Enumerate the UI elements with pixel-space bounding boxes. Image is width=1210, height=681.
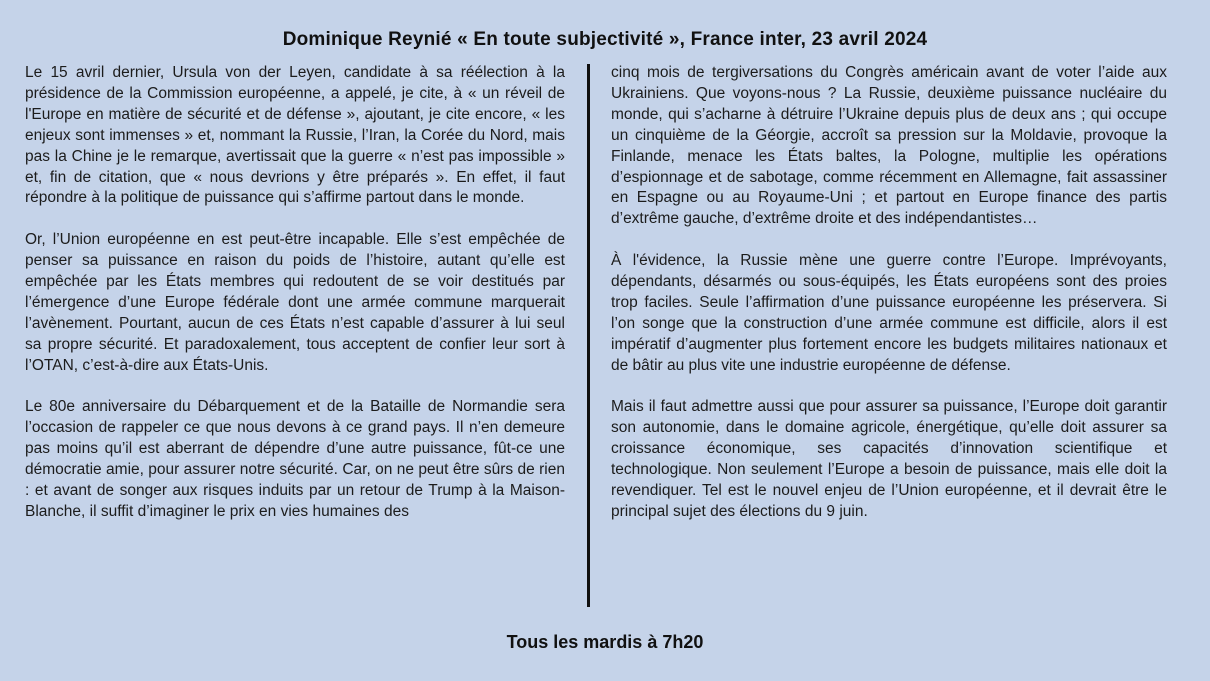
- paragraph: Le 15 avril dernier, Ursula von der Leyen, candidate à sa réélection à la présidence de la Commission européenne, a appelé, je cite, à « un réveil de l'Europe en matière de sécurité et de défense », ajoutant, je cite encore, « les enjeux sont immenses » et, nommant la Russie, l’Iran, la Corée du Nord, mais pas la Chine je le remarque, avertissait que la guerre « n’est pas impossible » et, fin de citation, que « nous devrions y être préparés ». En effet, il faut répondre à la politique de puissance qui s’affirme partout dans le monde.: [25, 64, 565, 207]
- paragraph: Le 80e anniversaire du Débarquement et de la Bataille de Normandie sera l’occasion de rappeler ce que nous devons à ce grand pays. Il n’en demeure pas moins qu’il est aberrant de dépendre d’une autre puissance, fût-ce une démocratie amie, pour assurer notre sécurité. Car, on ne peut être sûrs de rien : et avant de songer aux risques induits par un retour de Trump à la Maison-Blanche, il suffit d’imaginer le prix en vies humaines des: [25, 398, 565, 520]
- column-divider: [587, 64, 590, 607]
- paragraph: Or, l’Union européenne en est peut-être incapable. Elle s’est empêchée de penser sa puissance en raison du poids de l’histoire, autant qu’elle est empêchée par les États membres qui redoutent de se voir destitués par l’émergence d’une Europe fédérale dont une armée commune marquerait l’avènement. Pourtant, aucun de ces États n’est capable d’assurer à lui seul sa propre sécurité. Et paradoxalement, tous acceptent de confier leur sort à l’OTAN, c’est-à-dire aux États-Unis.: [25, 231, 565, 374]
- right-column: [611, 63, 1167, 523]
- article-body: [0, 60, 1210, 607]
- paragraph: Mais il faut admettre aussi que pour assurer sa puissance, l’Europe doit garantir son autonomie, dans le domaine agricole, énergétique, qu’elle doit assurer sa croissance économique, ses capacités d’innovation scientifique et technologique. Non seulement l’Europe a besoin de puissance, mais elle doit la revendiquer. Tel est le nouvel enjeu de l’Union européenne, et il devrait être le principal sujet des élections du 9 juin.: [611, 398, 1167, 520]
- page-title: Dominique Reynié « En toute subjectivité », France inter, 23 avril 2024: [282, 29, 928, 50]
- broadcast-schedule: Tous les mardis à 7h20: [506, 632, 704, 652]
- left-column: [25, 63, 565, 523]
- paragraph: À l'évidence, la Russie mène une guerre contre l’Europe. Imprévoyants, dépendants, désarmés ou sous-équipés, les États européens sont des proies trop faciles. Seule l’affirmation d’une puissance européenne les préservera. Si l’on songe que la construction d’une armée commune est difficile, alors il est impératif d’augmenter plus fortement encore les budgets militaires nationaux et de bâtir au plus vite une industrie européenne de défense.: [611, 252, 1167, 374]
- paragraph: cinq mois de tergiversations du Congrès américain avant de voter l’aide aux Ukrainiens. Que voyons-nous ? La Russie, deuxième puissance nucléaire du monde, qui s’acharne à détruire l’Ukraine depuis plus de deux ans ; qui occupe un cinquième de la Géorgie, accroît sa pression sur la Moldavie, provoque la Finlande, menace les États baltes, la Pologne, multiplie les opérations d’espionnage et de sabotage, comme récemment en Allemagne, fait assassiner en Espagne ou au Royaume-Uni ; et partout en Europe finance des partis d’extrême gauche, d’extrême droite et des indépendantistes…: [611, 64, 1167, 228]
